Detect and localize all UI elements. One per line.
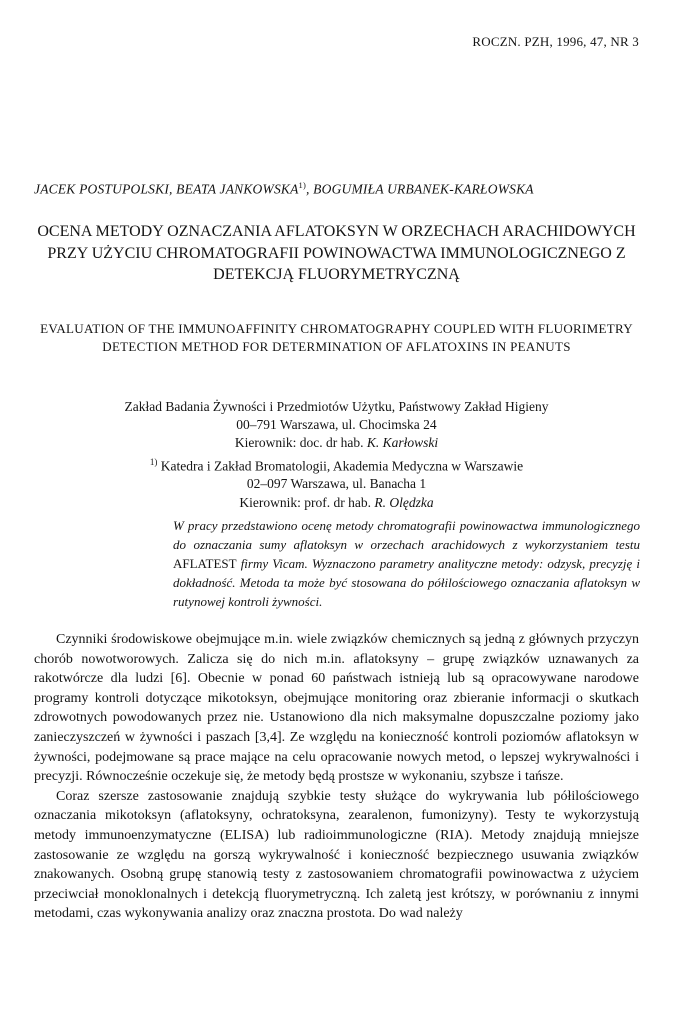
affiliation-line-4: [34, 453, 639, 476]
paragraph-1: Czynniki środowiskowe obejmujące m.in. wiele związków chemicznych są jedną z głównych przyczyn chorób nowotworowych. Zalicza się do nich m.in. aflatoksyny – grupę związków uznawanych za rakotwórcze dla ludzi [6]. Obecnie w ponad 60 państwach istnieją lub są opracowywane narodowe programy kontroli dotyczące mikotoksyn, obejmujące monitoring oraz zbieranie informacji o skutkach zdrowotnych powodowanych przez nie. Ustanowiono dla nich maksymalne dopuszczalne poziomy jako zanieczyszczeń w żywności i paszach [3,4]. Ze względu na konieczność kontroli poziomów aflatoksyn w żywności, podejmowane są prace mające na celu opracowanie nowych metod, o lepszej wykrywalności i precyzji. Równocześnie oczekuje się, że metody będą prostsze w wykonaniu, szybsze i tańsze.: [34, 632, 639, 785]
author-footnote-mark: 1): [298, 180, 307, 190]
affiliation-line-3: [34, 434, 639, 452]
abstract-test-name: AFLATEST: [173, 556, 237, 571]
head-label-2: Kierownik: prof. dr hab.: [239, 494, 375, 510]
affiliation-line-5: 02–097 Warszawa, ul. Banacha 1: [246, 476, 427, 492]
paragraph-2: Coraz szersze zastosowanie znajdują szybkie testy służące do wykrywania lub półilościowego oznaczania mikotoksyn (aflatoksyny, ochratoksyna, zearalenon, fumonizyny). Testy te wykorzystują metody immunoenzymatyczne (ELISA) lub radioimmunologiczne (RIA). Metody znajdują mniejsze zastosowanie ze względu na gorszą wykrywalność i konieczność bezpiecznego usuwania związków znakowanych. Osobną grupę stanowią testy z zastosowaniem chromatografii powinowactwa z użyciem przeciwciał monoklonalnych i detekcją fluorymetryczną. Ich zaletą jest krótszy, w porównaniu z innymi metodami, czas wykonywania analizy oraz znaczna prostota. Do wad należy: [34, 788, 639, 922]
abstract-part-1: W pracy przedstawiono ocenę metody chromatografii powinowactwa immunologicznego do oznaczania sumy aflatoksyn w orzechach arachidowych z wykorzystaniem testu: [173, 518, 640, 552]
body-text: [34, 630, 639, 924]
affiliation-line-2: 00–791 Warszawa, ul. Chocimska 24: [236, 417, 437, 433]
affiliation-institution-2: Katedra i Zakład Bromatologii, Akademia Medyczna w Warszawie: [157, 458, 524, 474]
abstract: [173, 516, 640, 611]
authors-part-1: JACEK POSTUPOLSKI, BEATA JANKOWSKA: [34, 181, 299, 197]
title-polish: OCENA METODY OZNACZANIA AFLATOKSYN W ORZECHACH ARACHIDOWYCH PRZY UŻYCIU CHROMATOGRAFII POWINOWACTWA IMMUNOLOGICZNEGO Z DETEKCJĄ FLUORYMETRYCZNĄ: [37, 223, 636, 283]
affiliation-line-6: [34, 494, 639, 512]
title-english: EVALUATION OF THE IMMUNOAFFINITY CHROMATOGRAPHY COUPLED WITH FLUORIMETRY DETECTION METHOD FOR DETERMINATION OF AFLATOXINS IN PEANUTS: [40, 321, 633, 354]
journal-reference: ROCZN. PZH, 1996, 47, NR 3: [472, 34, 639, 49]
head-name-2: R. Olędzka: [374, 494, 434, 510]
author-list: [34, 180, 644, 198]
authors-part-2: , BOGUMIŁA URBANEK-KARŁOWSKA: [306, 181, 534, 197]
affiliation-line-1: Zakład Badania Żywności i Przedmiotów Użytku, Państwowy Zakład Higieny: [124, 399, 549, 414]
head-label-1: Kierownik: doc. dr hab.: [234, 435, 367, 451]
affiliation-footnote-mark: 1): [149, 456, 158, 467]
head-name-1: K. Karłowski: [366, 435, 439, 451]
affiliations: [34, 398, 639, 512]
abstract-part-2: firmy Vicam. Wyznaczono parametry analityczne metody: odzysk, precyzję i dokładność. Metoda ta może być stosowana do półilościowego oznaczania aflatoksyn w rutynowej kontroli żywności.: [173, 556, 640, 609]
